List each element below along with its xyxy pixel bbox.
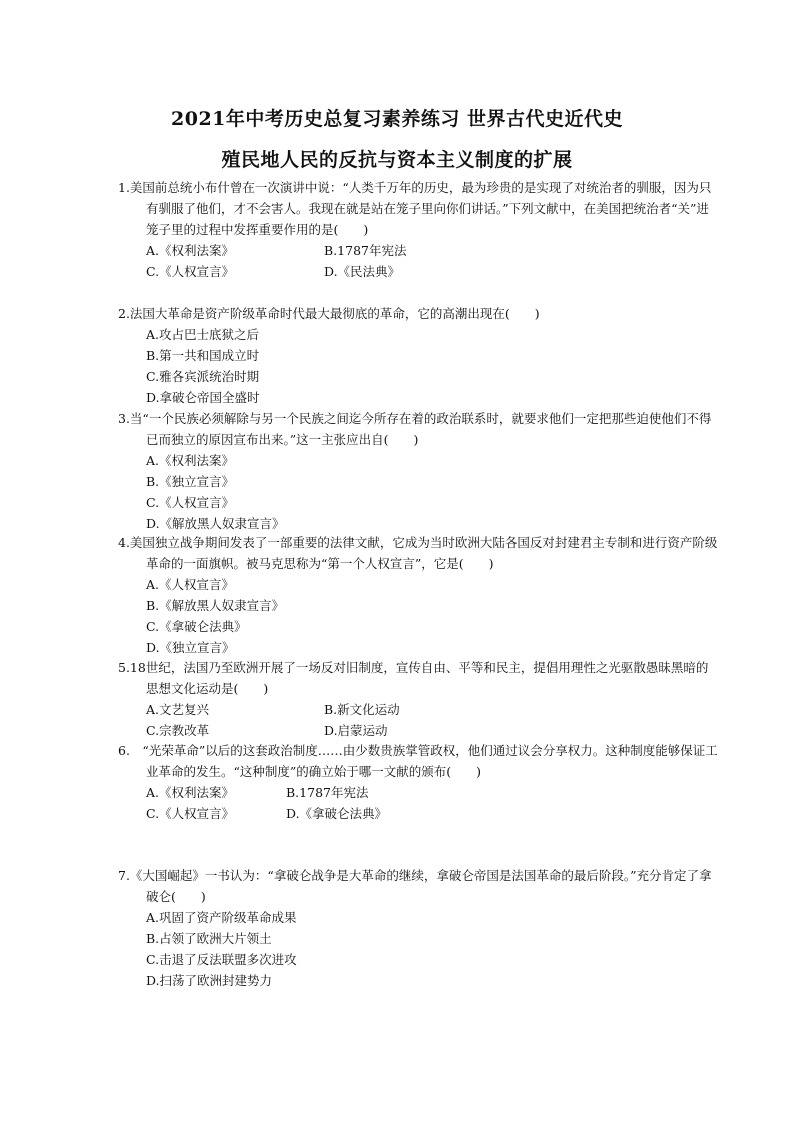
option-d: D.拿破仑帝国全盛时	[146, 390, 260, 405]
option-c: C.《人权宣言》	[146, 264, 235, 279]
question-stem: 1.美国前总统小布什曾在一次演讲中说：“人类千万年的历史，最为珍贵的是实现了对统治者的驯服，因为只有驯服了他们，才不会害人。我现在就是站在笼子里向你们讲话。”下列文献中，在美国把统治者“关”进笼子里的过程中发挥重要作用的是( )	[118, 180, 712, 237]
option-row	[118, 782, 718, 803]
question-6	[118, 740, 718, 824]
option-a: A.攻占巴士底狱之后	[146, 327, 260, 342]
option-b: B.《独立宣言》	[146, 474, 235, 489]
option-c: C.《人权宣言》	[146, 495, 235, 510]
option-row	[118, 803, 718, 824]
option-row	[118, 261, 718, 282]
question-1	[118, 177, 718, 282]
option-c: C.《拿破仑法典》	[146, 619, 247, 634]
option-b: B.1787年宪法	[286, 785, 369, 800]
option-a: A.《权利法案》	[146, 243, 235, 258]
option-a: A.巩固了资产阶级革命成果	[146, 910, 297, 925]
question-stem: 6. “光荣革命”以后的这套政治制度……由少数贵族掌管政权，他们通过议会分享权力。这种制度能够保证工业革命的发生。“这种制度”的确立始于哪一文献的颁布( )	[118, 743, 718, 779]
question-stem: 3.当“一个民族必须解除与另一个民族之间迄今所存在着的政治联系时，就要求他们一定把那些迫使他们不得已而独立的原因宣布出来。”这一主张应出自( )	[118, 411, 712, 447]
question-3	[118, 408, 718, 534]
question-stem: 4.美国独立战争期间发表了一部重要的法律文献，它成为当时欧洲大陆各国反对封建君主专制和进行资产阶级革命的一面旗帜。被马克思称为“第一个人权宣言”，它是( )	[118, 535, 718, 571]
option-b: B.新文化运动	[324, 702, 400, 717]
option-row	[118, 699, 718, 720]
option-d: D.启蒙运动	[324, 723, 388, 738]
option-a: A.文艺复兴	[146, 702, 210, 717]
option-row	[118, 240, 718, 261]
option-c: C.宗教改革	[146, 723, 210, 738]
question-2	[118, 303, 718, 408]
document-title: 2021年中考历史总复习素养练习 世界古代史近代史	[171, 108, 623, 130]
option-d: D.扫荡了欧洲封建势力	[146, 973, 273, 988]
option-d: D.《独立宣言》	[146, 640, 235, 655]
question-stem: 2.法国大革命是资产阶级革命时代最大最彻底的革命，它的高潮出现在( )	[118, 306, 540, 321]
document-subtitle: 殖民地人民的反抗与资本主义制度的扩展	[221, 149, 573, 171]
option-c: C.《人权宣言》	[146, 806, 235, 821]
question-stem: 5.18世纪，法国乃至欧洲开展了一场反对旧制度，宣传自由、平等和民主，提倡用理性之光驱散愚昧黑暗的思想文化运动是( )	[118, 660, 709, 696]
question-stem: 7.《大国崛起》一书认为：“拿破仑战争是大革命的继续，拿破仑帝国是法国革命的最后阶段。”充分肯定了拿破仑( )	[118, 868, 712, 904]
question-7	[118, 865, 718, 991]
question-4	[118, 532, 718, 658]
option-d: D.《解放黑人奴隶宣言》	[146, 516, 285, 531]
option-c: C.击退了反法联盟多次进攻	[146, 952, 297, 967]
option-c: C.雅各宾派统治时期	[146, 369, 260, 384]
option-d: D.《民法典》	[324, 264, 401, 279]
question-5	[118, 657, 718, 741]
option-row	[118, 720, 718, 741]
option-a: A.《权利法案》	[146, 453, 235, 468]
option-b: B.第一共和国成立时	[146, 348, 260, 363]
option-b: B.《解放黑人奴隶宣言》	[146, 598, 285, 613]
option-b: B.占领了欧洲大片领土	[146, 931, 272, 946]
option-b: B.1787年宪法	[324, 243, 407, 258]
option-d: D.《拿破仑法典》	[286, 806, 388, 821]
option-a: A.《人权宣言》	[146, 577, 235, 592]
option-a: A.《权利法案》	[146, 785, 235, 800]
